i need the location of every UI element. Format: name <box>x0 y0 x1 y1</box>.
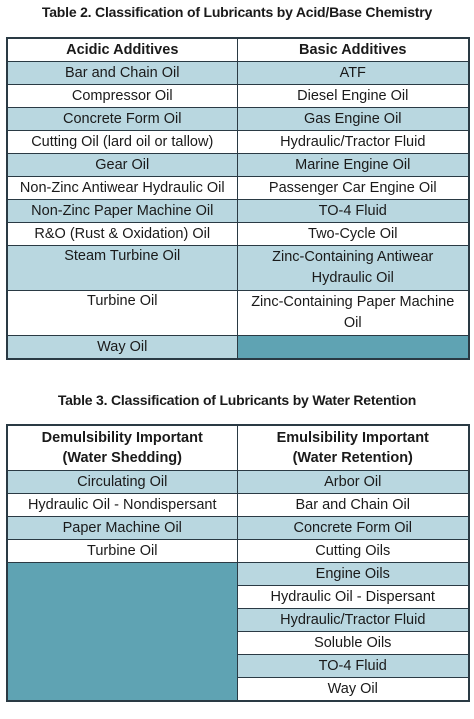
table-cell: Way Oil <box>237 678 469 702</box>
table-row <box>7 223 469 246</box>
table-cell: Bar and Chain Oil <box>7 62 237 85</box>
table-cell: Gas Engine Oil <box>237 108 469 131</box>
table-cell: Zinc-Containing Paper Machine Oil <box>237 291 469 336</box>
table-cell: Hydraulic Oil - Dispersant <box>237 586 469 609</box>
table2-acid-base <box>6 37 470 360</box>
table2-caption: Table 2. Classification of Lubricants by Acid/Base Chemistry <box>41 4 433 20</box>
table-cell: Cutting Oil (lard oil or tallow) <box>7 131 237 154</box>
table3-water-retention <box>6 424 470 702</box>
table-cell: Diesel Engine Oil <box>237 85 469 108</box>
table-row <box>7 336 469 360</box>
header-line: Demulsibility Important <box>41 430 203 446</box>
table-cell: Passenger Car Engine Oil <box>237 177 469 200</box>
empty-block <box>7 563 237 702</box>
table3-header-emulsibility <box>237 425 469 471</box>
table-cell: Turbine Oil <box>7 540 237 563</box>
table-cell: Paper Machine Oil <box>7 517 237 540</box>
table2-header-row <box>7 38 469 62</box>
table-row <box>7 85 469 108</box>
table-row <box>7 131 469 154</box>
header-line: (Water Retention) <box>292 450 413 466</box>
table-cell: Gear Oil <box>7 154 237 177</box>
table-cell: Concrete Form Oil <box>237 517 469 540</box>
table-row <box>7 494 469 517</box>
table-cell: TO-4 Fluid <box>237 200 469 223</box>
table-row <box>7 471 469 494</box>
table-cell: Non-Zinc Paper Machine Oil <box>7 200 237 223</box>
table-row <box>7 200 469 223</box>
table-cell: Arbor Oil <box>237 471 469 494</box>
table-row <box>7 62 469 85</box>
empty-cell <box>237 336 469 360</box>
table2-header-acidic: Acidic Additives <box>7 38 237 62</box>
table-cell: Marine Engine Oil <box>237 154 469 177</box>
table-row <box>7 517 469 540</box>
table-cell: Hydraulic/Tractor Fluid <box>237 131 469 154</box>
header-line: Emulsibility Important <box>276 430 429 446</box>
table-cell: Compressor Oil <box>7 85 237 108</box>
table-cell: Engine Oils <box>237 563 469 586</box>
header-line: (Water Shedding) <box>62 450 182 466</box>
table-cell: Non-Zinc Antiwear Hydraulic Oil <box>7 177 237 200</box>
table-cell: Hydraulic/Tractor Fluid <box>237 609 469 632</box>
table-cell: Circulating Oil <box>7 471 237 494</box>
table3-header-demulsibility <box>7 425 237 471</box>
table3-caption: Table 3. Classification of Lubricants by Water Retention <box>57 392 417 408</box>
table-cell: Soluble Oils <box>237 632 469 655</box>
table-row <box>7 177 469 200</box>
table2-header-basic: Basic Additives <box>237 38 469 62</box>
table-cell: Two-Cycle Oil <box>237 223 469 246</box>
table-cell: Bar and Chain Oil <box>237 494 469 517</box>
table-cell: Zinc-Containing Antiwear Hydraulic Oil <box>237 246 469 291</box>
table-cell: Steam Turbine Oil <box>7 246 237 291</box>
table-cell: R&O (Rust & Oxidation) Oil <box>7 223 237 246</box>
table-cell: TO-4 Fluid <box>237 655 469 678</box>
table-cell: Way Oil <box>7 336 237 360</box>
table-cell: Turbine Oil <box>7 291 237 336</box>
table-cell: Cutting Oils <box>237 540 469 563</box>
table-row <box>7 540 469 563</box>
table-row <box>7 108 469 131</box>
table-row <box>7 563 469 586</box>
table-cell: Hydraulic Oil - Nondispersant <box>7 494 237 517</box>
table-row <box>7 154 469 177</box>
table-row <box>7 291 469 336</box>
table-cell: ATF <box>237 62 469 85</box>
table3-header-row <box>7 425 469 471</box>
table-cell: Concrete Form Oil <box>7 108 237 131</box>
table-row <box>7 246 469 291</box>
